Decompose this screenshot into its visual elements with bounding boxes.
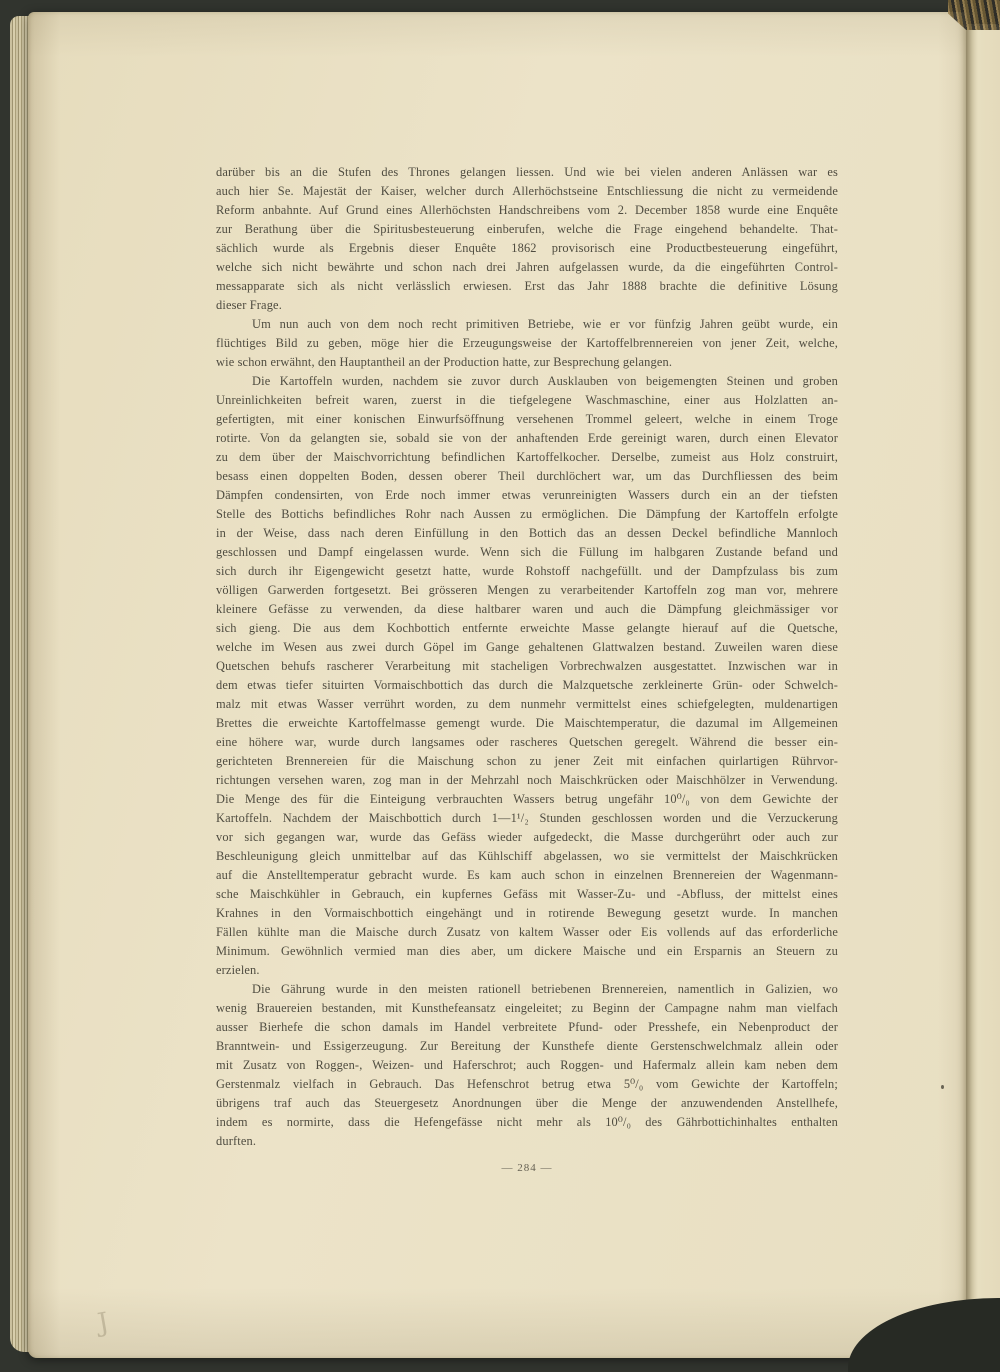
text-line: darüber bis an die Stufen des Thrones gelangen liessen. Und wie bei vielen anderen Anlässen war es xyxy=(216,165,838,179)
text-line: durften. xyxy=(216,1134,257,1148)
text-line: richtungen versehen waren, zog man in der Mehrzahl noch Maischkrücken oder Maischhölzer in Verwendung. xyxy=(216,773,838,787)
text-line: sich gieng. Die aus dem Kochbottich entfernte erweichte Masse gelangte hierauf auf die Quetsche, xyxy=(216,621,838,635)
text-line: Krahnes in den Vormaischbottich eingehängt und in rotirende Bewegung gesetzt wurde. In manchen xyxy=(216,906,838,920)
text-line: Fällen kühlte man die Maische durch Zusatz von kaltem Wasser oder Eis vollends auf das erforderliche xyxy=(216,925,838,939)
text-line: dem etwas tiefer situirten Vormaischbottich das durch die Malzquetsche zerkleinerte Grün- oder Schwelch- xyxy=(216,678,838,692)
text-line: Quetschen behufs rascherer Verarbeitung mit stacheligen Vorbrechwalzen ausgestattet. Inzwischen war in xyxy=(216,659,838,673)
text-line: sche Maischkühler in Gebrauch, ein kupfernes Gefäss mit Wasser-Zu- und -Abfluss, der mittelst eines xyxy=(216,887,838,901)
text-line: rotirte. Von da gelangten sie, sobald sie von der anhaftenden Erde gereinigt waren, durch einen Elevator xyxy=(216,431,838,445)
book-page xyxy=(28,12,966,1358)
text-line: mit Zusatz von Roggen-, Weizen- und Haferschrot; auch Roggen- und Hafermalz allein kam neben dem xyxy=(216,1058,838,1072)
text-line: flüchtiges Bild zu geben, möge hier die Erzeugungsweise der Kartoffelbrennereien von jener Zeit, welche, xyxy=(216,336,838,350)
ink-speck xyxy=(941,1085,944,1089)
text-line: eine höhere war, wurde durch langsames oder rascheres Quetschen geregelt. Während die besser ein- xyxy=(216,735,838,749)
text-line: vor sich gegangen war, wurde das Gefäss wieder aufgedeckt, die Masse durchgerührt oder auch zur xyxy=(216,830,838,844)
text-line: Dämpfen condensirten, von Erde noch immer etwas verunreinigten Wassers durch ein an der tiefsten xyxy=(216,488,838,502)
page-number: — 284 — xyxy=(501,1162,553,1174)
text-line: Unreinlichkeiten befreit waren, zuerst in die tiefgelegene Waschmaschine, einer aus Holzlatten an- xyxy=(216,393,838,407)
text-line: wie schon erwähnt, den Hauptantheil an der Production hatte, zur Besprechung gelangen. xyxy=(216,355,673,369)
text-line: Kartoffeln. Nachdem der Maischbottich durch 1—1¹/₂ Stunden geschlossen worden und die Verzuckerung xyxy=(216,811,838,825)
page-edge-stack-left xyxy=(10,16,30,1352)
text-line: Die Menge des für die Einteigung verbrauchten Wassers betrug ungefähr 10⁰/₀ von dem Gewichte der xyxy=(216,792,838,806)
text-line: indem es normirte, dass die Hefengefässe nicht mehr als 10⁰/₀ des Gährbottichinhaltes enthalten xyxy=(216,1115,838,1129)
pencil-mark: J xyxy=(95,1307,111,1339)
next-page-edge xyxy=(966,24,1000,1330)
text-line: gerichteten Brennereien für die Maischung schon zu jener Zeit mit einfachen quirlartigen Rührvor- xyxy=(216,754,838,768)
text-line: Stelle des Bottichs befindliches Rohr nach Aussen zu ermöglichen. Die Dämpfung der Kartoffeln erfolgte xyxy=(216,507,838,521)
text-line: Die Kartoffeln wurden, nachdem sie zuvor durch Ausklauben von beigemengten Steinen und groben xyxy=(252,374,838,388)
text-line: übrigens traf auch das Steuergesetz Anordnungen über die Menge der anzuwendenden Anstellhefe, xyxy=(216,1096,838,1110)
text-line: völligen Garwerden fortgesetzt. Bei grösseren Mengen zu verarbeitender Kartoffeln zog man vor, mehrere xyxy=(216,583,838,597)
text-line: wenig Brauereien bestanden, mit Kunsthefeansatz eingeleitet; zu Beginn der Campagne nahm man vielfach xyxy=(216,1001,838,1015)
text-line: auf die Anstelltemperatur gebracht wurde. Es kam auch schon in einzelnen Brennereien der Wagenmann- xyxy=(216,868,838,882)
text-line: welche sich nicht bewährte und schon nach drei Jahren aufgelassen wurde, da die eingeführten Control- xyxy=(216,260,838,274)
text-line: in der Weise, dass nach deren Einfüllung in den Bottich das an dessen Deckel befindliche Mannloch xyxy=(216,526,838,540)
text-line: Beschleunigung gleich unmittelbar auf das Kühlschiff abgelassen, wo sie vermittelst der Maischkrücken xyxy=(216,849,838,863)
text-line: Minimum. Gewöhnlich vermied man dies aber, um dickere Maische und ein Ersparnis an Steuern zu xyxy=(216,944,838,958)
text-line: Branntwein- und Essigerzeugung. Zur Bereitung der Kunsthefe diente Gerstenschwelchmalz allein oder xyxy=(216,1039,838,1053)
text-line: geschlossen und Dampf eingelassen wurde. Wenn sich die Füllung im halbgaren Zustande befand und xyxy=(216,545,838,559)
text-line: welche im Wesen aus zwei durch Göpel im Gange gehaltenen Glattwalzen bestand. Zuweilen waren diese xyxy=(216,640,838,654)
text-line: zur Berathung über die Spiritusbesteuerung einberufen, welche die Frage eingehend behandelte. That- xyxy=(216,222,838,236)
text-line: Die Gährung wurde in den meisten rationell betriebenen Brennereien, namentlich in Galizien, wo xyxy=(252,982,838,996)
text-line: sich durch ihr Eigengewicht gesetzt hatte, wurde Rohstoff nachgefüllt. und der Dampfzulass bis zum xyxy=(216,564,838,578)
text-line: gefertigten, mit einer konischen Einwurfsöffnung versehenen Trommel geleert, welche in einem Troge xyxy=(216,412,838,426)
text-line: Reform anbahnte. Auf Grund eines Allerhöchsten Handschreibens vom 2. December 1858 wurde eine Enquête xyxy=(216,203,838,217)
text-line: sächlich wurde als Ergebnis dieser Enquête 1862 provisorisch eine Productbesteuerung eingeführt, xyxy=(216,241,838,255)
text-line: besass einen doppelten Boden, dessen oberer Theil durchlöchert war, um das Durchfliessen des beim xyxy=(216,469,838,483)
text-line: auch hier Se. Majestät der Kaiser, welcher durch Allerhöchstseine Entschliessung die nicht zu vermeidende xyxy=(216,184,838,198)
text-line: ausser Bierhefe die schon damals im Handel verbreitete Pfund- oder Presshefe, ein Nebenproduct der xyxy=(216,1020,838,1034)
text-line: malz mit etwas Wasser verrührt worden, zu dem nunmehr vermittelst eines schiefgelegten, muldenartigen xyxy=(216,697,838,711)
text-line: Gerstenmalz vielfach in Gebrauch. Das Hefenschrot betrug etwa 5⁰/₀ vom Gewichte der Kartoffeln; xyxy=(216,1077,838,1091)
text-line: Um nun auch von dem noch recht primitiven Betriebe, wie er vor fünfzig Jahren geübt wurde, ein xyxy=(252,317,838,331)
text-line: dieser Frage. xyxy=(216,298,282,312)
text-line: kleinere Gefässe zu verwenden, da diese haltbarer waren und auch die Dämpfung gleichmässiger vor xyxy=(216,602,838,616)
text-line: Brettes die erweichte Kartoffelmasse gemengt wurde. Die Maischtemperatur, die dazumal im Allgemeinen xyxy=(216,716,838,730)
text-line: erzielen. xyxy=(216,963,260,977)
text-line: messapparate sich als nicht verlässlich erwiesen. Erst das Jahr 1888 brachte die definitive Lösung xyxy=(216,279,838,293)
page-text xyxy=(216,163,838,1151)
text-line: zu dem über der Maischvorrichtung befindlichen Kartoffelkocher. Derselbe, zumeist aus Holz construirt, xyxy=(216,450,838,464)
